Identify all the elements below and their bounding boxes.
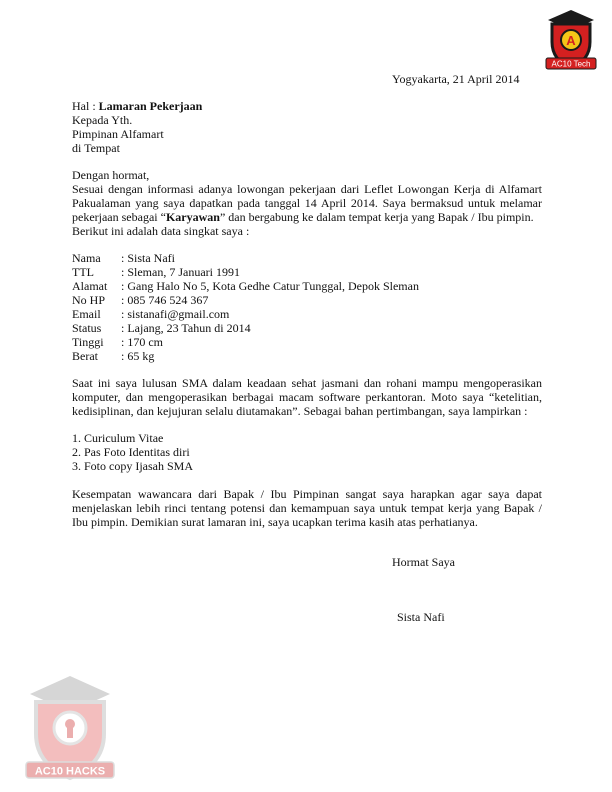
data-row-email: Email : sistanafi@gmail.com bbox=[72, 307, 230, 321]
data-row-berat: Berat : 65 kg bbox=[72, 349, 155, 363]
intro-line-2: Pakualaman yang saya dapatkan pada tanggal 14 April 2014. Saya bermaksud untuk melamar bbox=[72, 196, 542, 210]
data-row-alamat: Alamat : Gang Halo No 5, Kota Gedhe Catur Tunggal, Depok Sleman bbox=[72, 279, 419, 293]
subject-label: Hal : bbox=[72, 99, 96, 113]
closing-line-3: Ibu pimpin. Demikian surat lamaran ini, saya ucapkan terima kasih atas perhatianya. bbox=[72, 515, 478, 529]
greeting: Dengan hormat, bbox=[72, 168, 150, 182]
data-row-nohp: No HP : 085 746 524 367 bbox=[72, 293, 209, 307]
attachment-1: 1. Curiculum Vitae bbox=[72, 431, 164, 445]
closing-line-2: menjelaskan lebih rinci tentang potensi dan kemampuan saya untuk tempat kerja yang Bapak / bbox=[72, 501, 542, 515]
signoff: Hormat Saya bbox=[392, 555, 455, 569]
intro-line-4: Berikut ini adalah data singkat saya : bbox=[72, 224, 250, 238]
closing-line-1: Kesempatan wawancara dari Bapak / Ibu Pimpinan sangat saya harapkan agar saya dapat bbox=[72, 487, 542, 501]
watermark-label: AC10 HACKS bbox=[34, 765, 106, 778]
skills-paragraph bbox=[72, 376, 542, 418]
ac10-hacks-watermark bbox=[20, 672, 120, 784]
recipient-line-1: Kepada Yth. bbox=[72, 113, 133, 127]
recipient-line-2: Pimpinan Alfamart bbox=[72, 127, 164, 141]
skills-line-2: komputer, dan mengoperasikan berbagai macam software perkantoran. Moto saya “ketelitian, bbox=[72, 390, 542, 404]
skills-line-3: kedisiplinan, dan kejujuran selalu diutamakan”. Sebagai bahan pertimbangan, saya lampirkan : bbox=[72, 404, 528, 418]
closing-paragraph bbox=[72, 487, 542, 529]
attachment-3: 3. Foto copy Ijasah SMA bbox=[72, 459, 193, 473]
logo-label: AC10 Tech bbox=[551, 59, 591, 69]
letter-subject bbox=[72, 99, 202, 113]
data-row-status: Status : Lajang, 23 Tahun di 2014 bbox=[72, 321, 251, 335]
intro-line-1: Sesuai dengan informasi adanya lowongan pekerjaan dari Leflet Lowongan Kerja di Alfamart bbox=[72, 182, 542, 196]
skills-line-1: Saat ini saya lulusan SMA dalam keadaan sehat jasmani dan rohani mampu mengoperasikan bbox=[72, 376, 542, 390]
attachment-2: 2. Pas Foto Identitas diri bbox=[72, 445, 190, 459]
recipient-line-3: di Tempat bbox=[72, 141, 120, 155]
intro-line-3: pekerjaan sebagai “Karyawan” dan bergabung ke dalam tempat kerja yang Bapak / Ibu pimpin. bbox=[72, 210, 534, 224]
subject-value: Lamaran Pekerjaan bbox=[98, 99, 203, 113]
letter-date: Yogyakarta, 21 April 2014 bbox=[392, 72, 520, 86]
data-row-nama: Nama : Sista Nafi bbox=[72, 251, 175, 265]
logo-letter: A bbox=[566, 33, 576, 48]
ac10-tech-logo bbox=[538, 8, 604, 72]
intro-paragraph bbox=[72, 182, 542, 238]
data-row-tinggi: Tinggi : 170 cm bbox=[72, 335, 163, 349]
signature-name: Sista Nafi bbox=[397, 610, 445, 624]
data-row-ttl: TTL : Sleman, 7 Januari 1991 bbox=[72, 265, 240, 279]
